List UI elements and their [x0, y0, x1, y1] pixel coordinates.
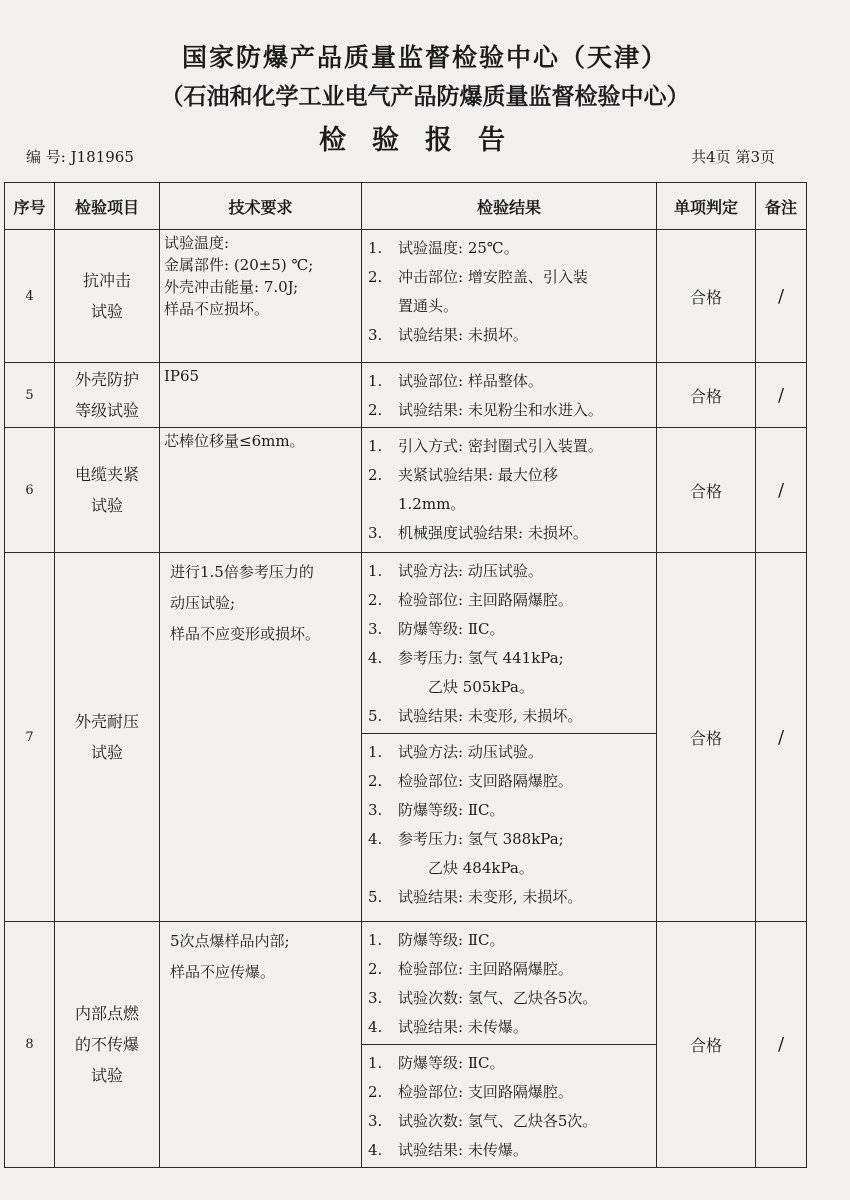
result-line-number: 2.	[368, 1083, 383, 1101]
column-header: 序号	[5, 183, 55, 230]
result-line	[368, 796, 652, 825]
verdict-cell: 合格	[657, 230, 756, 363]
result-line-number: 4.	[368, 1018, 383, 1036]
result-block	[362, 230, 656, 352]
table-row	[5, 230, 807, 363]
result-line-number: 2.	[368, 772, 383, 790]
result-line-number: 2.	[368, 591, 383, 609]
result-line	[368, 767, 652, 796]
result-cell	[362, 230, 657, 363]
result-line	[368, 825, 652, 854]
result-line-text: 试验结果: 未见粉尘和水进入。	[398, 401, 603, 419]
table-header-row	[5, 183, 807, 230]
result-line-text: 防爆等级: ⅡC。	[398, 801, 505, 819]
result-line	[368, 854, 652, 883]
requirement-line: 金属部件: (20±5) ℃;	[164, 256, 314, 274]
result-line	[368, 738, 652, 767]
result-line-text: 试验部位: 样品整体。	[398, 372, 543, 390]
result-line-number: 1.	[368, 1054, 383, 1072]
result-line	[368, 490, 652, 519]
requirement-line: 试验温度:	[164, 234, 230, 252]
table-row	[5, 428, 807, 553]
result-line-text: 试验次数: 氢气、乙炔各5次。	[398, 989, 598, 1007]
result-line	[368, 1049, 652, 1078]
table-row	[5, 922, 807, 1168]
result-line	[368, 396, 652, 425]
result-line	[368, 673, 652, 702]
result-line-text: 试验方法: 动压试验。	[398, 562, 543, 580]
result-line-number: 3.	[368, 524, 383, 542]
result-line	[368, 1136, 652, 1165]
result-line	[368, 1078, 652, 1107]
table-row	[5, 553, 807, 922]
result-line	[368, 984, 652, 1013]
column-header: 检验结果	[362, 183, 657, 230]
requirement-line: 芯棒位移量≤6mm。	[164, 432, 305, 450]
result-line-number: 5.	[368, 888, 383, 906]
result-line-number: 4.	[368, 649, 383, 667]
row-number: 4	[5, 230, 55, 363]
requirement-cell	[160, 363, 362, 428]
result-line-number: 1.	[368, 437, 383, 455]
test-item-cell	[55, 922, 160, 1168]
requirement-cell	[160, 230, 362, 363]
result-cell	[362, 922, 657, 1168]
requirement-line: 样品不应传爆。	[170, 963, 276, 981]
result-line	[368, 321, 652, 350]
result-line-text: 试验结果: 未变形, 未损坏。	[398, 707, 583, 725]
result-line-text: 防爆等级: ⅡC。	[398, 1054, 505, 1072]
column-header: 检验项目	[55, 183, 160, 230]
center-name-title: 国家防爆产品质量监督检验中心（天津）	[181, 43, 668, 72]
result-line	[368, 234, 652, 263]
result-cell	[362, 428, 657, 553]
result-line-number	[368, 490, 398, 519]
test-item-line: 抗冲击	[82, 271, 131, 290]
table-body	[5, 230, 807, 1168]
remark-cell: /	[756, 428, 807, 553]
result-line	[368, 926, 652, 955]
result-line-number: 3.	[368, 620, 383, 638]
result-line	[368, 883, 652, 912]
requirement-line: 动压试验;	[170, 594, 236, 612]
test-item-line: 试验	[90, 1066, 123, 1085]
inspection-table	[4, 182, 807, 1168]
requirement-cell	[160, 428, 362, 553]
result-line-number: 2.	[368, 268, 383, 286]
result-line-text: 检验部位: 主回路隔爆腔。	[398, 591, 573, 609]
result-line-number: 4.	[368, 830, 383, 848]
test-item-line: 试验	[90, 743, 123, 762]
result-line-text: 试验结果: 未损坏。	[398, 326, 528, 344]
result-line-number: 1.	[368, 931, 383, 949]
result-line-text: 防爆等级: ⅡC。	[398, 931, 505, 949]
result-line-text: 引入方式: 密封圈式引入装置。	[398, 437, 603, 455]
result-line-text: 试验结果: 未传爆。	[398, 1018, 528, 1036]
test-item-cell	[55, 553, 160, 922]
result-line-text: 参考压力: 氢气 441kPa;	[398, 649, 564, 667]
result-line	[368, 586, 652, 615]
test-item-line: 的不传爆	[74, 1035, 139, 1054]
result-line-text: 冲击部位: 增安腔盖、引入装	[398, 268, 588, 286]
result-line-number: 1.	[368, 562, 383, 580]
report-title: 检验报告	[319, 125, 531, 156]
result-line	[368, 644, 652, 673]
result-line-number: 2.	[368, 960, 383, 978]
result-block	[362, 922, 656, 1044]
test-item-line: 外壳防护	[74, 370, 139, 389]
result-line-text: 试验方法: 动压试验。	[398, 743, 543, 761]
result-line-text: 检验部位: 支回路隔爆腔。	[398, 772, 573, 790]
remark-cell: /	[756, 230, 807, 363]
result-line-text: 夹紧试验结果: 最大位移	[398, 466, 558, 484]
page-indicator: 共4页 第3页	[691, 148, 775, 166]
result-cell	[362, 553, 657, 922]
result-block	[362, 428, 656, 550]
result-line-text: 参考压力: 氢气 388kPa;	[398, 830, 564, 848]
result-line-text: 试验温度: 25℃。	[398, 239, 519, 257]
requirement-line: 进行1.5倍参考压力的	[170, 563, 314, 581]
requirement-line: 外壳冲击能量: 7.0J;	[164, 278, 299, 296]
result-line-number: 4.	[368, 1141, 383, 1159]
result-line	[368, 615, 652, 644]
result-line-text: 乙炔 505kPa。	[428, 678, 534, 696]
result-line	[368, 461, 652, 490]
remark-cell: /	[756, 922, 807, 1168]
test-item-cell	[55, 428, 160, 553]
result-line	[368, 367, 652, 396]
result-line-number: 1.	[368, 743, 383, 761]
result-line-number: 3.	[368, 989, 383, 1007]
remark-cell: /	[756, 363, 807, 428]
result-line-number: 3.	[368, 1112, 383, 1130]
result-line-text: 置通头。	[398, 297, 459, 315]
test-item-line: 外壳耐压	[74, 712, 139, 731]
result-line	[368, 432, 652, 461]
result-line-number: 1.	[368, 239, 383, 257]
requirement-line: 样品不应变形或损坏。	[170, 625, 321, 643]
result-line-text: 试验次数: 氢气、乙炔各5次。	[398, 1112, 598, 1130]
column-header: 技术要求	[160, 183, 362, 230]
result-line	[368, 519, 652, 548]
column-header: 备注	[756, 183, 807, 230]
result-line-number: 1.	[368, 372, 383, 390]
result-line-text: 试验结果: 未变形, 未损坏。	[398, 888, 583, 906]
result-line-number: 2.	[368, 401, 383, 419]
result-line-number: 2.	[368, 466, 383, 484]
requirement-line: IP65	[164, 367, 200, 385]
table-row	[5, 363, 807, 428]
result-line-text: 机械强度试验结果: 未损坏。	[398, 524, 588, 542]
result-line-number: 3.	[368, 326, 383, 344]
remark-cell: /	[756, 553, 807, 922]
verdict-cell: 合格	[657, 363, 756, 428]
result-block	[362, 553, 656, 733]
result-line-text: 乙炔 484kPa。	[428, 859, 534, 877]
result-line-number: 3.	[368, 801, 383, 819]
result-cell	[362, 363, 657, 428]
result-line-text: 试验结果: 未传爆。	[398, 1141, 528, 1159]
test-item-cell	[55, 230, 160, 363]
result-line	[368, 263, 652, 292]
requirement-line: 5次点爆样品内部;	[170, 932, 290, 950]
row-number: 5	[5, 363, 55, 428]
result-line-text: 防爆等级: ⅡC。	[398, 620, 505, 638]
test-item-line: 试验	[90, 302, 123, 321]
result-line-text: 1.2mm。	[398, 495, 466, 513]
column-header: 单项判定	[657, 183, 756, 230]
verdict-cell: 合格	[657, 553, 756, 922]
requirement-cell	[160, 553, 362, 922]
result-line-number	[368, 292, 398, 321]
test-item-line: 内部点燃	[74, 1004, 139, 1023]
result-line-number: 5.	[368, 707, 383, 725]
test-item-line: 等级试验	[74, 401, 139, 420]
requirement-line: 样品不应损坏。	[164, 300, 270, 318]
result-block	[362, 1044, 656, 1167]
result-line	[368, 955, 652, 984]
test-item-cell	[55, 363, 160, 428]
test-item-line: 试验	[90, 496, 123, 515]
requirement-cell	[160, 922, 362, 1168]
row-number: 8	[5, 922, 55, 1168]
center-subtitle: （石油和化学工业电气产品防爆质量监督检验中心）	[160, 84, 690, 110]
result-line	[368, 1013, 652, 1042]
verdict-cell: 合格	[657, 922, 756, 1168]
result-line	[368, 292, 652, 321]
result-line-text: 检验部位: 支回路隔爆腔。	[398, 1083, 573, 1101]
verdict-cell: 合格	[657, 428, 756, 553]
document-number: 编 号: J181965	[26, 148, 134, 166]
result-block	[362, 363, 656, 427]
test-item-line: 电缆夹紧	[74, 465, 139, 484]
result-line	[368, 557, 652, 586]
row-number: 7	[5, 553, 55, 922]
result-line-text: 检验部位: 主回路隔爆腔。	[398, 960, 573, 978]
result-line	[368, 702, 652, 731]
result-line	[368, 1107, 652, 1136]
result-block	[362, 733, 656, 914]
row-number: 6	[5, 428, 55, 553]
